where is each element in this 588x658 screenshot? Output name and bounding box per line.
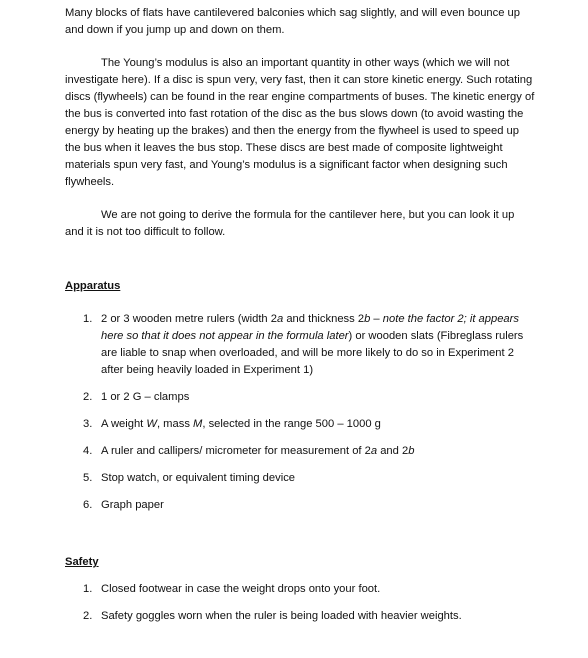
apparatus-item-6 <box>65 497 535 514</box>
math-variable: M <box>193 418 203 430</box>
item-text <box>101 418 381 430</box>
item-text <box>101 313 523 376</box>
math-variable: a <box>276 313 284 325</box>
list-number: 1. <box>83 583 93 595</box>
apparatus-item-2 <box>65 389 535 406</box>
text-run: , selected in the range 500 – 1000 g <box>202 418 381 430</box>
text-run: 2 or 3 wooden metre rulers (width 2 <box>101 313 277 325</box>
item-text: Safety goggles worn when the ruler is being loaded with heavier weights. <box>101 610 462 622</box>
text-run: , mass <box>156 418 194 430</box>
safety-item-1 <box>65 581 535 598</box>
text-run: and thickness 2 <box>283 313 365 325</box>
italic-note: note the factor 2; it appears here so that it does not appear in the formula later <box>101 313 519 342</box>
item-text: Stop watch, or equivalent timing device <box>101 472 296 484</box>
safety-list <box>65 581 535 625</box>
safety-heading: Safety <box>65 556 99 568</box>
item-text: 1 or 2 G – clamps <box>101 391 190 403</box>
list-number: 2. <box>83 391 93 403</box>
cantilever-formula-paragraph: We are not going to derive the formula for the cantilever here, but you can look it up and it is not too difficult to follow. <box>65 209 515 238</box>
list-number: 4. <box>83 445 93 457</box>
apparatus-heading: Apparatus <box>65 280 121 292</box>
safety-item-2 <box>65 608 535 625</box>
item-text: Graph paper <box>101 499 164 511</box>
apparatus-item-3 <box>65 416 535 433</box>
text-run: – <box>370 313 383 325</box>
math-variable: W <box>146 418 157 430</box>
flywheel-paragraph: The Young’s modulus is also an important quantity in other ways (which we will not investigate here). If a disc is spun very, very fast, then it can store kinetic energy. Such rotating discs (flywheels) can be found in the rear engine compartments of buses. The kinetic energy of the bus is converted into fast rotation of the disc as the bus slows down (to avoid wasting the energy by heating up the brakes) and then the energy from the flywheel is used to speed up the bus when it leaves the bus stop. These discs are best made of composite lightweight materials spun very fast, and Young’s modulus is a significant factor when designing such flywheels. <box>65 57 535 188</box>
list-number: 3. <box>83 418 93 430</box>
apparatus-item-4 <box>65 443 535 460</box>
item-text <box>101 445 414 457</box>
item-text: Closed footwear in case the weight drops onto your foot. <box>101 583 381 595</box>
text-run: A ruler and callipers/ micrometer for measurement of 2 <box>101 445 371 457</box>
list-number: 5. <box>83 472 93 484</box>
list-number: 6. <box>83 499 93 511</box>
math-variable: b <box>364 313 371 325</box>
apparatus-item-5 <box>65 470 535 487</box>
text-run: ) or wooden slats (Fibreglass rulers are liable to snap when overloaded, and will be more likely to do so in Experiment 2 after being heavily loaded in Experiment 1) <box>101 330 524 376</box>
apparatus-list <box>65 311 535 514</box>
math-variable: a <box>370 445 378 457</box>
intro-paragraph: Many blocks of flats have cantilevered balconies which sag slightly, and will even bounce up and down if you jump up and down on them. <box>65 7 521 36</box>
document-page <box>65 5 535 635</box>
list-number: 2. <box>83 610 93 622</box>
math-variable: b <box>408 445 415 457</box>
list-number: 1. <box>83 313 93 325</box>
text-run: A weight <box>101 418 147 430</box>
text-run: and 2 <box>377 445 409 457</box>
apparatus-item-1 <box>65 311 535 379</box>
